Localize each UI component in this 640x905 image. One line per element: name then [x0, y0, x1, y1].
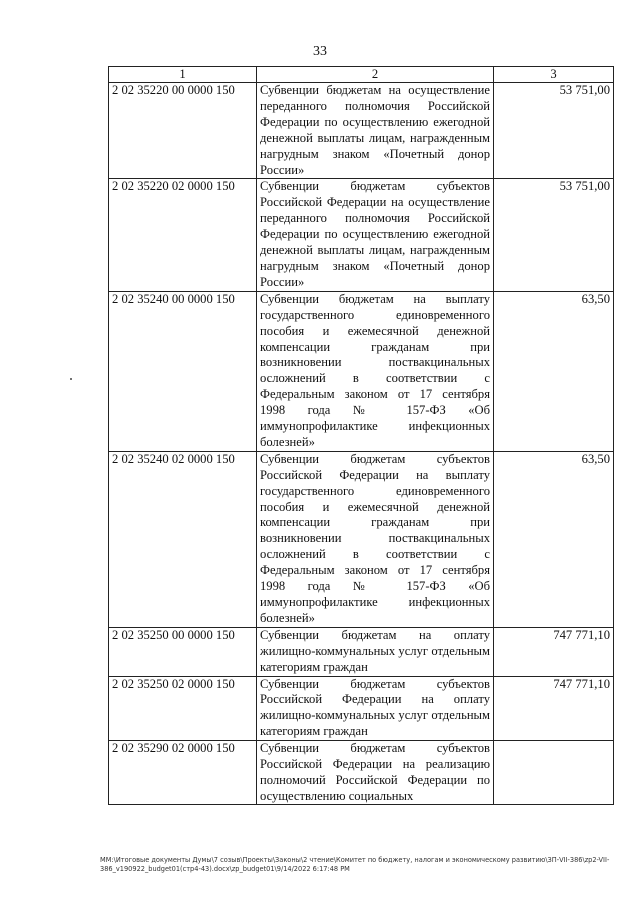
row-name: Субвенции бюджетам субъектов Российской Федерации на оплату жилищно-коммунальных услуг отдельным категориям граждан [257, 676, 494, 741]
table-row [109, 451, 614, 627]
table-row [109, 676, 614, 741]
row-sum: 63,50 [494, 451, 614, 627]
row-sum: 53 751,00 [494, 83, 614, 179]
table-header-row [109, 67, 614, 83]
row-sum [494, 741, 614, 805]
document-path-footer: ММ:\Итоговые документы Думы\7 созыв\Проекты\Законы\2 чтение\Комитет по бюджету, налогам и экономическому развитию\ЗП-VII-386\zp2-VII-386_v190922_budget01(стр4-43).docx\zp_budget01\9/14/2022 6:17:48 PM [100, 856, 610, 873]
row-code: 2 02 35220 02 0000 150 [109, 179, 257, 291]
row-code: 2 02 35250 00 0000 150 [109, 627, 257, 676]
table-row [109, 179, 614, 291]
column-header-name: 2 [257, 67, 494, 83]
row-sum: 53 751,00 [494, 179, 614, 291]
row-code: 2 02 35220 00 0000 150 [109, 83, 257, 179]
scan-speck [70, 378, 72, 380]
row-code: 2 02 35250 02 0000 150 [109, 676, 257, 741]
row-sum: 63,50 [494, 291, 614, 451]
table-row [109, 741, 614, 805]
budget-table [108, 66, 614, 805]
page-number: 33 [313, 44, 327, 59]
row-code: 2 02 35240 02 0000 150 [109, 451, 257, 627]
row-code: 2 02 35240 00 0000 150 [109, 291, 257, 451]
row-name: Субвенции бюджетам субъектов Российской Федерации на осуществление переданного полномочия Российской Федерации по осуществлению ежегодной денежной выплаты лицам, награжденным нагрудным знаком «Почетный донор России» [257, 179, 494, 291]
row-sum: 747 771,10 [494, 676, 614, 741]
row-code: 2 02 35290 02 0000 150 [109, 741, 257, 805]
column-header-code: 1 [109, 67, 257, 83]
row-name: Субвенции бюджетам субъектов Российской Федерации на реализацию полномочий Российской Федерации по осуществлению социальных [260, 741, 490, 803]
table-row [109, 83, 614, 179]
row-name: Субвенции бюджетам на выплату государственного единовременного пособия и ежемесячной денежной компенсации гражданам при возникновении поствакцинальных осложнений в соответствии с Федеральным законом от 17 сентября 1998 года № 157-ФЗ «Об иммунопрофилактике инфекционных болезней» [257, 291, 494, 451]
table-row [109, 627, 614, 676]
table-row [109, 291, 614, 451]
column-header-sum: 3 [494, 67, 614, 83]
row-name: Субвенции бюджетам субъектов Российской Федерации на выплату государственного единовременного пособия и ежемесячной денежной компенсации гражданам при возникновении поствакцинальных осложнений в соответствии с Федеральным законом от 17 сентября 1998 года № 157-ФЗ «Об иммунопрофилактике инфекционных болезней» [257, 451, 494, 627]
row-name: Субвенции бюджетам на осуществление переданного полномочия Российской Федерации по осуществлению ежегодной денежной выплаты лицам, награжденным нагрудным знаком «Почетный донор России» [257, 83, 494, 179]
row-name-cell [257, 741, 494, 805]
row-sum: 747 771,10 [494, 627, 614, 676]
row-name: Субвенции бюджетам на оплату жилищно-коммунальных услуг отдельным категориям граждан [257, 627, 494, 676]
